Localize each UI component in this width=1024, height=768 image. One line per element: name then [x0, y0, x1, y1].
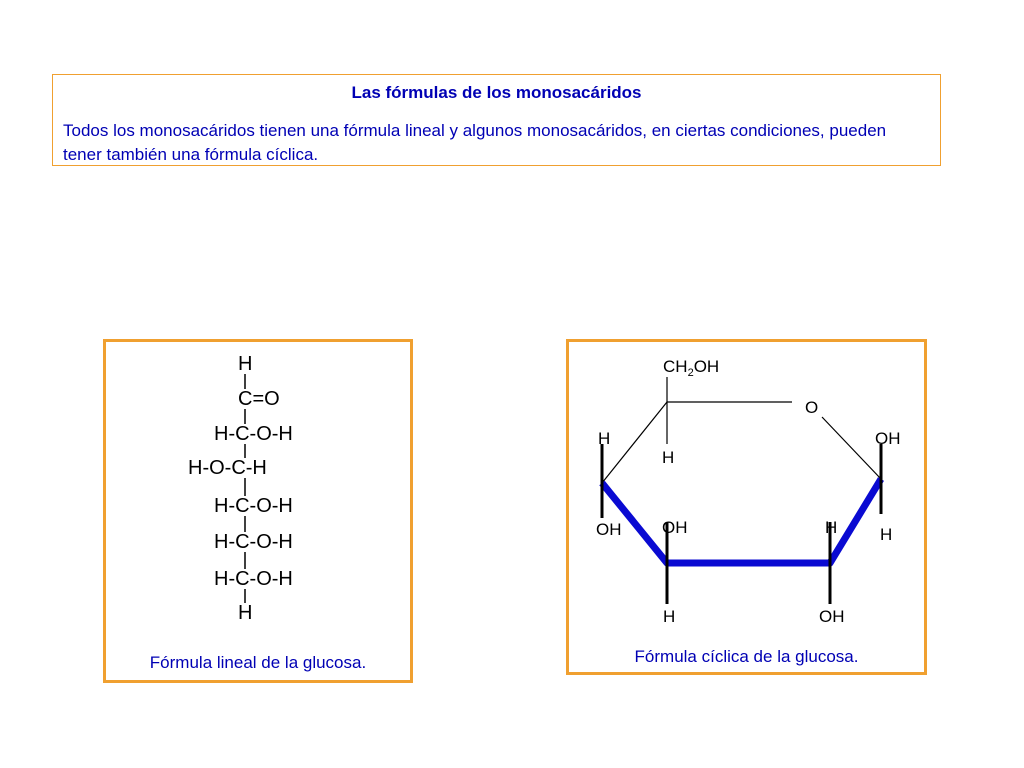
c5-h-label: H	[662, 448, 675, 467]
linear-row-5: H-C-O-H	[214, 495, 293, 517]
ring-oxygen-label: O	[805, 398, 819, 417]
c3-h-label: H	[825, 518, 838, 537]
c4-h-label: H	[880, 525, 893, 544]
ch2oh-label: $CH_2OH$	[663, 357, 720, 379]
intro-box	[52, 74, 941, 166]
intro-title: Las fórmulas de los monosacáridos	[351, 83, 642, 102]
linear-caption: Fórmula lineal de la glucosa.	[149, 653, 367, 672]
linear-row-3: H-C-O-H	[214, 423, 293, 445]
c1-oh-label: OH	[596, 520, 622, 539]
cyclic-formula-panel	[566, 339, 927, 675]
ring-bond-c5-c1	[602, 402, 667, 483]
cyclic-caption: Fórmula cíclica de la glucosa.	[634, 647, 859, 666]
linear-formula-panel	[103, 339, 413, 683]
c4-oh-label: OH	[875, 429, 901, 448]
ring-bond-o-c4	[822, 417, 881, 479]
intro-text: Todos los monosacáridos tienen una fórmula lineal y algunos monosacáridos, en ciertas condiciones, pueden tener también una fórmula cíclica.	[63, 121, 887, 164]
ring-lower-edge	[602, 479, 881, 563]
linear-row-8: H	[238, 602, 253, 624]
c2-h-label: H	[663, 607, 676, 626]
linear-row-1: H	[238, 353, 253, 375]
linear-row-4: H-O-C-H	[188, 457, 267, 479]
linear-row-7: H-C-O-H	[214, 568, 293, 590]
linear-row-6: H-C-O-H	[214, 531, 293, 553]
c3-oh-label: OH	[819, 607, 845, 626]
linear-row-2: C=O	[238, 388, 280, 410]
linear-formula-diagram	[106, 342, 410, 642]
cyclic-formula-diagram	[569, 342, 924, 642]
c2-oh-label: OH	[662, 518, 688, 537]
c1-h-label: H	[598, 429, 611, 448]
